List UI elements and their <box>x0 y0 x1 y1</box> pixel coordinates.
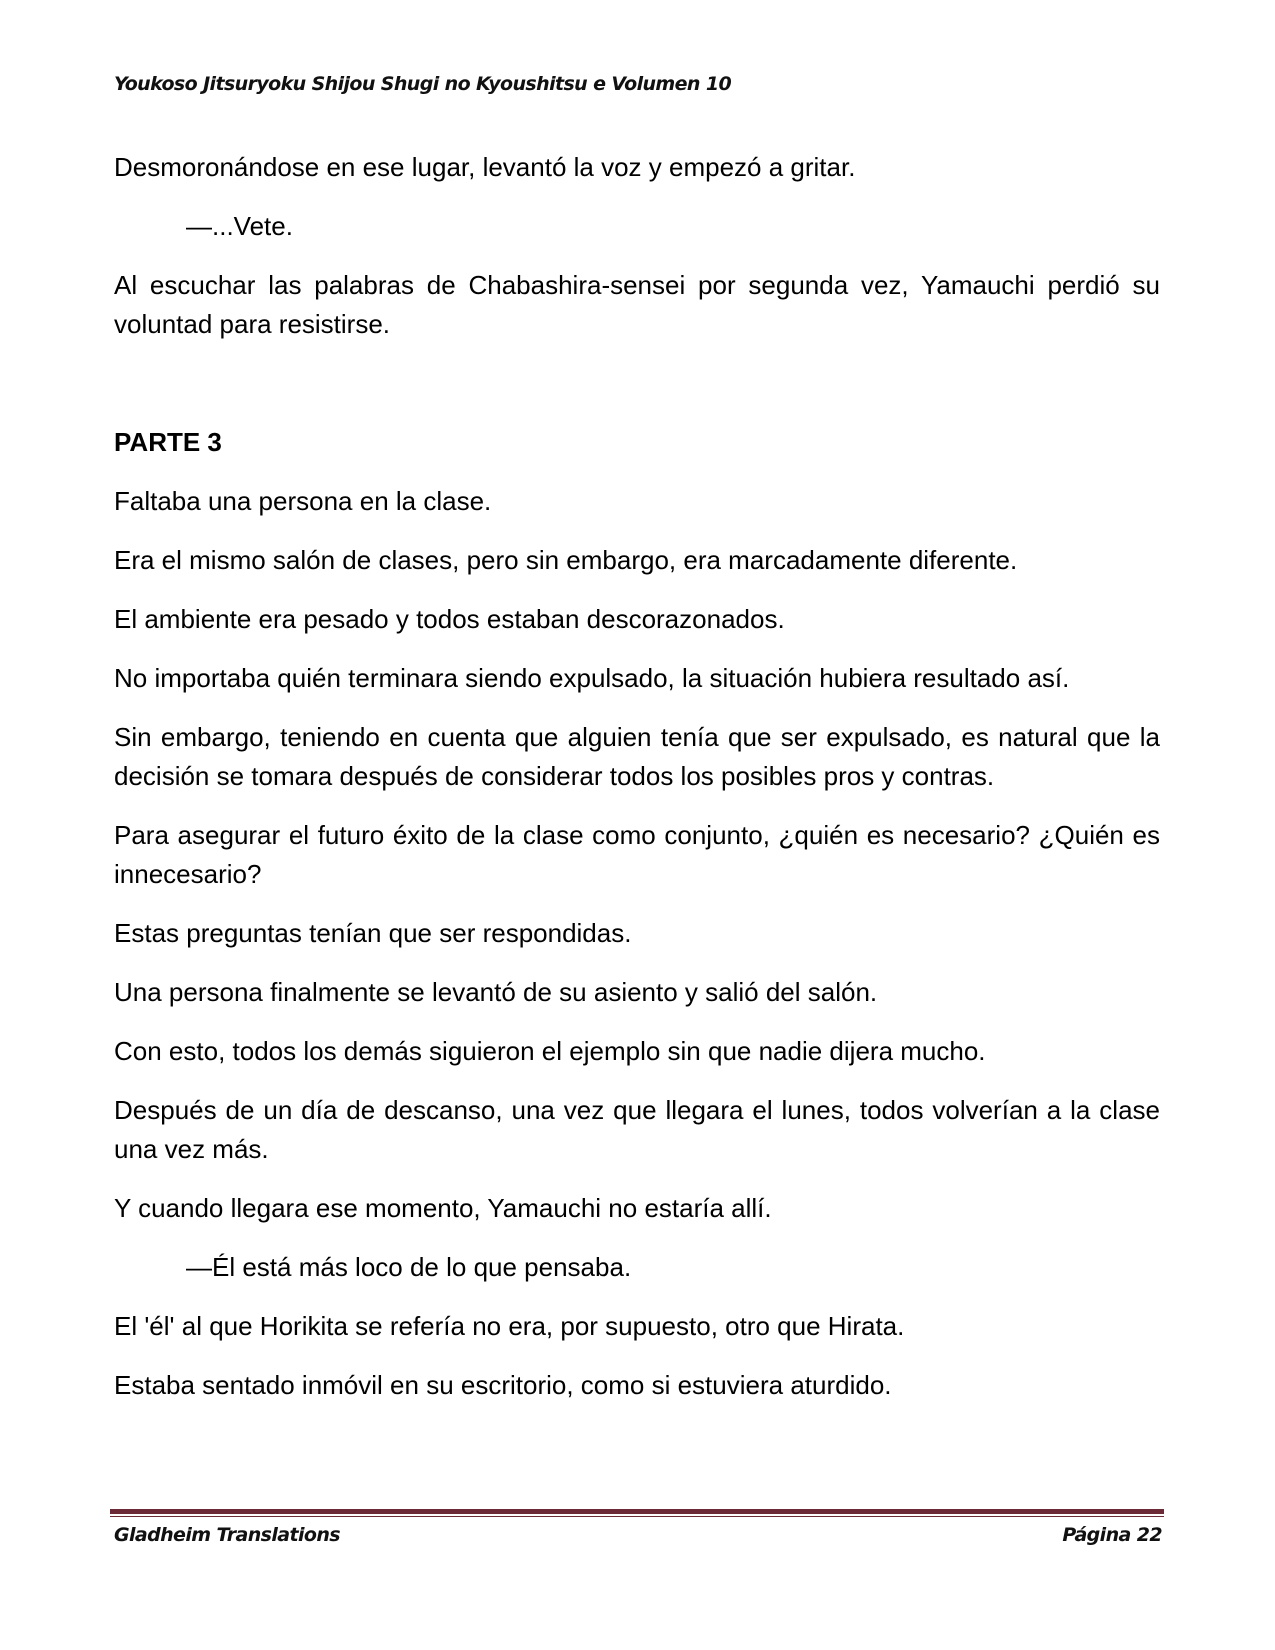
paragraph: Era el mismo salón de clases, pero sin embargo, era marcadamente diferente. <box>114 545 1018 575</box>
page-body <box>114 148 1160 1425</box>
paragraph: Y cuando llegara ese momento, Yamauchi no estaría allí. <box>114 1193 772 1223</box>
section-heading: PARTE 3 <box>114 427 222 457</box>
paragraph: Una persona finalmente se levantó de su asiento y salió del salón. <box>114 977 878 1007</box>
paragraph: Desmoronándose en ese lugar, levantó la voz y empezó a gritar. <box>114 152 856 182</box>
paragraph: El 'él' al que Horikita se refería no era, por supuesto, otro que Hirata. <box>114 1311 905 1341</box>
paragraphs-before <box>114 148 1160 344</box>
paragraph: Faltaba una persona en la clase. <box>114 486 492 516</box>
footer-rule <box>110 1509 1164 1514</box>
paragraph: —Él está más loco de lo que pensaba. <box>186 1252 632 1282</box>
paragraph: Estaba sentado inmóvil en su escritorio, como si estuviera aturdido. <box>114 1370 892 1400</box>
footer-rule-thin <box>110 1516 1164 1517</box>
paragraph: —...Vete. <box>186 211 293 241</box>
paragraph: Con esto, todos los demás siguieron el ejemplo sin que nadie dijera mucho. <box>114 1036 986 1066</box>
running-header: Youkoso Jitsuryoku Shijou Shugi no Kyoushitsu e Volumen 10 <box>114 73 732 95</box>
page-number: Página 22 <box>1062 1524 1162 1546</box>
paragraphs-section <box>114 482 1160 1405</box>
paragraph: Estas preguntas tenían que ser respondidas. <box>114 918 632 948</box>
paragraph: Después de un día de descanso, una vez que llegara el lunes, todos volverían a la clase una vez más. <box>114 1095 1160 1164</box>
paragraph: Al escuchar las palabras de Chabashira-sensei por segunda vez, Yamauchi perdió su voluntad para resistirse. <box>114 270 1160 339</box>
paragraph: No importaba quién terminara siendo expulsado, la situación hubiera resultado así. <box>114 663 1070 693</box>
footer-left: Gladheim Translations <box>114 1524 340 1546</box>
paragraph: Para asegurar el futuro éxito de la clase como conjunto, ¿quién es necesario? ¿Quién es innecesario? <box>114 820 1160 889</box>
paragraph: El ambiente era pesado y todos estaban descorazonados. <box>114 604 785 634</box>
paragraph: Sin embargo, teniendo en cuenta que alguien tenía que ser expulsado, es natural que la decisión se tomara después de considerar todos los posibles pros y contras. <box>114 722 1160 791</box>
